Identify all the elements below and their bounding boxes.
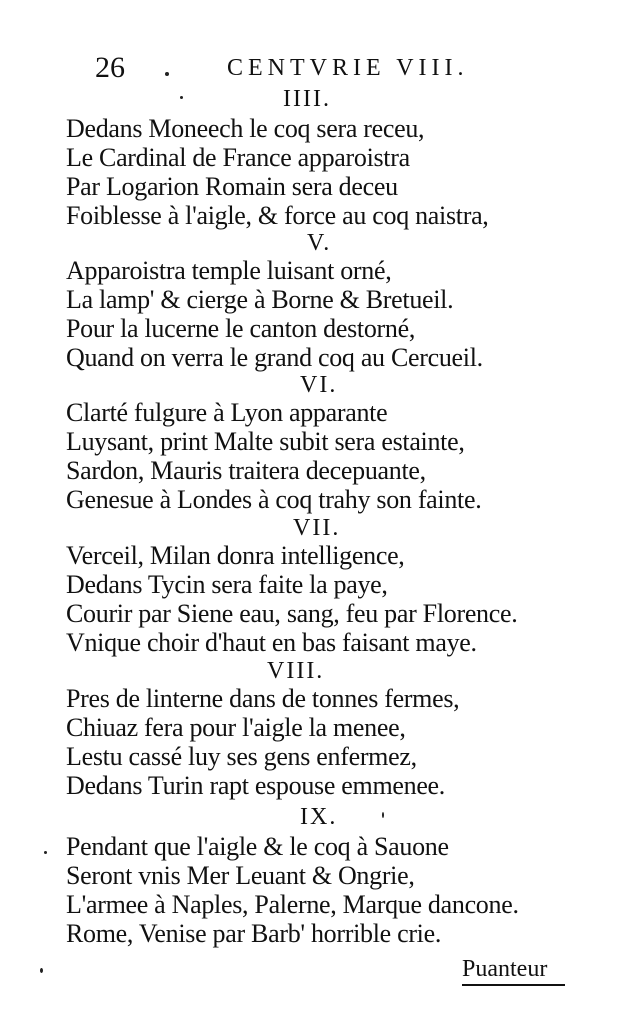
verse-line: Pres de linterne dans de tonnes fermes,	[66, 684, 460, 713]
verse-line: Le Cardinal de France apparoistra	[66, 143, 410, 172]
running-title: CENTVRIE VIII.	[227, 55, 469, 81]
ink-speck	[40, 968, 43, 973]
ink-speck	[44, 851, 47, 854]
verse-line: Apparoistra temple luisant orné,	[66, 256, 392, 285]
verse-line: Seront vnis Mer Leuant & Ongrie,	[66, 861, 415, 890]
page-number: 26	[95, 51, 125, 84]
verse-line: Dedans Tycin sera faite la paye,	[66, 570, 388, 599]
quatrain-number: VI.	[300, 372, 338, 398]
catchword: Puanteur	[462, 954, 565, 986]
verse-line: Foiblesse à l'aigle, & force au coq naistra,	[66, 201, 489, 230]
verse-line: Sardon, Mauris traitera decepuante,	[66, 456, 426, 485]
verse-line: Vnique choir d'haut en bas faisant maye.	[66, 628, 477, 657]
verse-line: Rome, Venise par Barb' horrible crie.	[66, 919, 442, 948]
verse-line: Par Logarion Romain sera deceu	[66, 172, 398, 201]
verse-line: L'armee à Naples, Palerne, Marque dancone.	[66, 890, 519, 919]
verse-line: Verceil, Milan donra intelligence,	[66, 541, 405, 570]
quatrain-number: VIII.	[267, 658, 325, 684]
verse-line: Dedans Moneech le coq sera receu,	[66, 114, 425, 143]
ink-speck	[180, 96, 183, 99]
verse-line: Luysant, print Malte subit sera estainte,	[66, 427, 465, 456]
verse-line: Quand on verra le grand coq au Cercueil.	[66, 343, 483, 372]
verse-line: Pour la lucerne le canton destorné,	[66, 314, 416, 343]
quatrain-number: VII.	[293, 515, 341, 541]
quatrain-number: V.	[307, 230, 332, 256]
ink-speck	[165, 72, 169, 76]
verse-line: Courir par Siene eau, sang, feu par Florence.	[66, 599, 518, 628]
verse-line: Clarté fulgure à Lyon apparante	[66, 398, 388, 427]
quatrain-number: IX.	[300, 804, 338, 830]
verse-line: Pendant que l'aigle & le coq à Sauone	[66, 832, 449, 861]
verse-line: Genesue à Londes à coq trahy son fainte.	[66, 485, 482, 514]
verse-line: La lamp' & cierge à Borne & Bretueil.	[66, 285, 454, 314]
verse-line: Dedans Turin rapt espouse emmenee.	[66, 771, 446, 800]
verse-line: Lestu cassé luy ses gens enfermez,	[66, 742, 417, 771]
verse-line: Chiuaz fera pour l'aigle la menee,	[66, 713, 406, 742]
page-header	[95, 48, 515, 88]
quatrain-number: IIII.	[283, 86, 331, 112]
ink-speck	[382, 812, 384, 818]
